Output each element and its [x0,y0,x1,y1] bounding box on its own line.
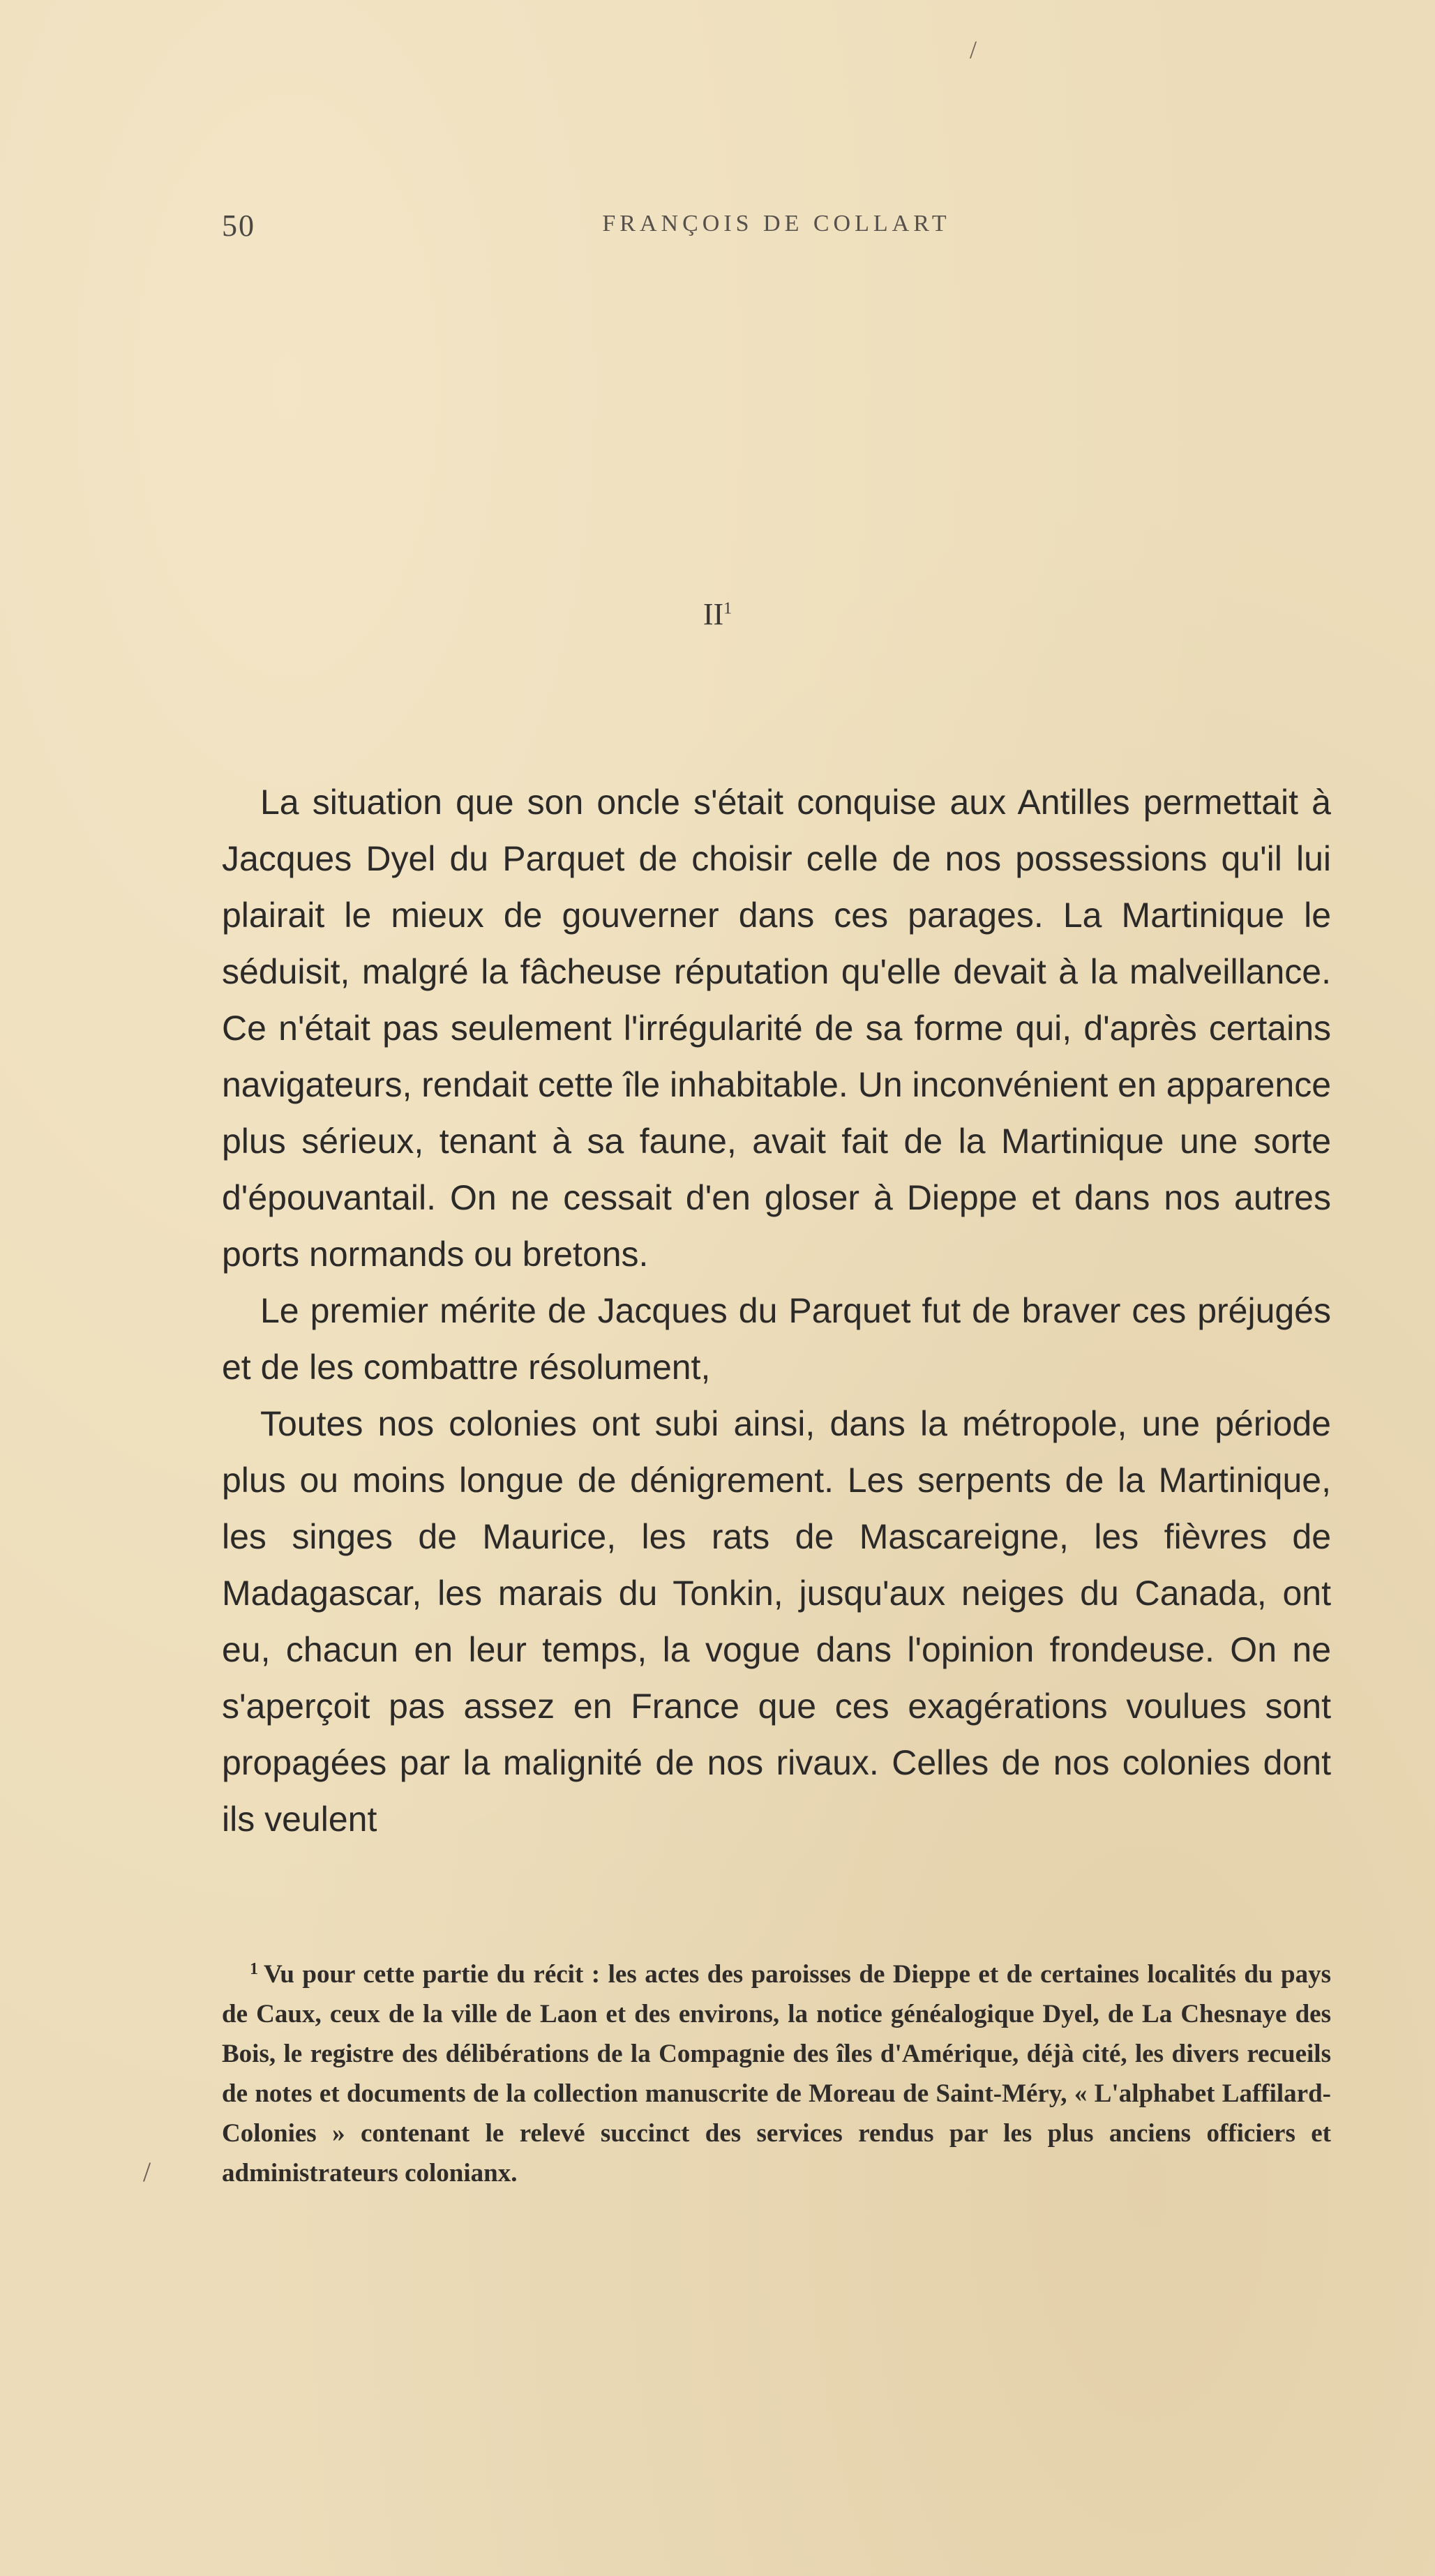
running-head [222,208,1331,250]
paragraph: Toutes nos colonies ont subi ainsi, dans la métropole, une période plus ou moins longue de dénigrement. Les serpents de la Martinique, les singes de Maurice, les rats de Mascareigne, les fièvres de Madagascar, les marais du Tonkin, jusqu'aux neiges du Canada, ont eu, chacun en leur temps, la vogue dans l'opinion frondeuse. On ne s'aperçoit pas assez en France que ces exagérations voulues sont propagées par la malignité de nos rivaux. Celles de nos colonies dont ils veulent [222,1404,1331,1839]
margin-pencil-mark-top: / [970,36,977,63]
footnote-marker: 1 [250,1960,258,1978]
body-text [222,774,1331,1848]
footnote-text: Vu pour cette partie du récit : les actes des paroisses de Dieppe et de certaines localités du pays de Caux, ceux de la ville de Laon et des environs, la notice généalogique Dyel, de La Chesnaye des Bois, le registre des délibérations de la Compagnie des îles d'Amérique, déjà cité, les divers recueils de notes et documents de la collection manuscrite de Moreau de Saint-Méry, « L'alphabet Laffilard-Colonies » contenant le relevé succinct des services rendus par les plus anciens officiers et administrateurs colonianx. [222,1960,1331,2187]
running-title: FRANÇOIS DE COLLART [602,211,951,236]
margin-pencil-mark-left: / [143,2156,151,2187]
section-heading [0,596,1435,632]
page-number: 50 [222,209,255,243]
paragraph: Le premier mérite de Jacques du Parquet fut de braver ces préjugés et de les combattre résolument, [222,1291,1331,1387]
paragraph: La situation que son oncle s'était conquise aux Antilles permettait à Jacques Dyel du Parquet de choisir celle de nos possessions qu'il lui plairait le mieux de gouverner dans ces parages. La Martinique le séduisit, malgré la fâcheuse réputation qu'elle devait à la malveillance. Ce n'était pas seulement l'irrégularité de sa forme qui, d'après certains navigateurs, rendait cette île inhabitable. Un inconvénient en apparence plus sérieux, tenant à sa faune, avait fait de la Martinique une sorte d'épouvantail. On ne cessait d'en gloser à Dieppe et dans nos autres ports normands ou bretons. [222,783,1331,1274]
section-number: II [703,597,724,631]
section-footnote-ref: 1 [723,599,732,618]
footnote [222,1950,1331,2193]
